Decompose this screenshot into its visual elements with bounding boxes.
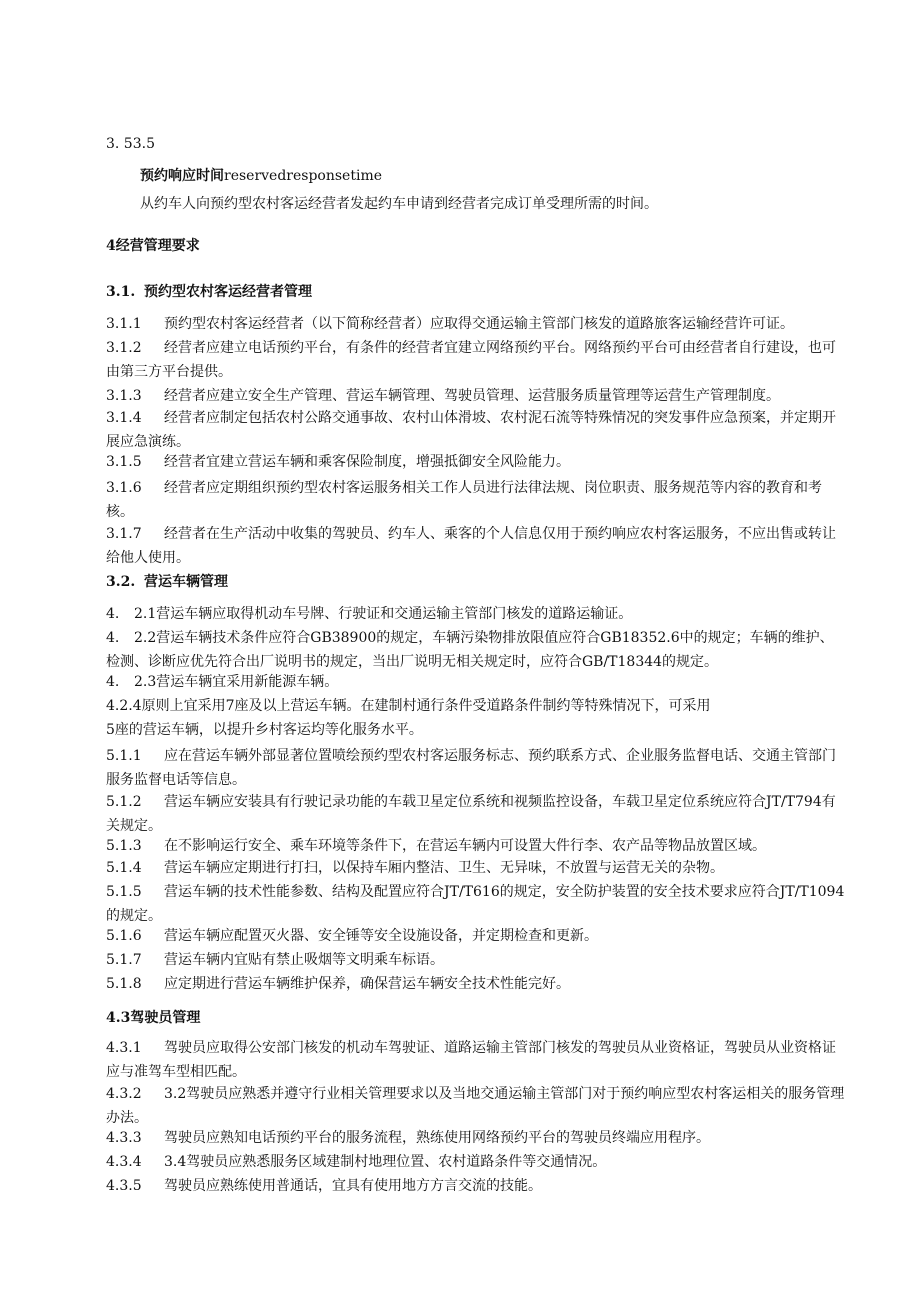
clause-number: 5.1.6 xyxy=(106,928,142,944)
clause-5-1-8 xyxy=(106,972,846,996)
clause-text: 应定期进行营运车辆维护保养，确保营运车辆安全技术性能完好。 xyxy=(164,976,570,992)
clause-number: 4. xyxy=(106,674,120,690)
clause-number: 3.1.2 xyxy=(106,340,142,356)
clause-number: 5.1.7 xyxy=(106,952,142,968)
clause-text: 2.2营运车辆技术条件应符合GB38900的规定，车辆污染物排放限值应符合GB18352.6中的规定；车辆的维护、检测、诊断应优先符合出厂说明书的规定，当出厂说明无相关规定时，应符合GB/T18344的规定。 xyxy=(106,630,834,670)
clause-text: 2.3营运车辆宜采用新能源车辆。 xyxy=(134,674,339,690)
clause-3-1-6 xyxy=(106,476,846,524)
clause-text: 驾驶员应熟知电话预约平台的服务流程，熟练使用网络预约平台的驾驶员终端应用程序。 xyxy=(164,1130,710,1146)
clause-5-1-4 xyxy=(106,856,846,880)
clause-text: 营运车辆应配置灭火器、安全锤等安全设施设备，并定期检查和更新。 xyxy=(164,928,598,944)
clause-text: 经营者应定期组织预约型农村客运服务相关工作人员进行法律法规、岗位职责、服务规范等内容的教育和考核。 xyxy=(106,480,822,520)
clause-number: 4.3.4 xyxy=(106,1154,142,1170)
clause-5-1-3 xyxy=(106,834,846,858)
definition-term-en: reservedresponsetime xyxy=(224,168,382,184)
clause-text: 应在营运车辆外部显著位置喷绘预约型农村客运服务标志、预约联系方式、企业服务监督电话、交通主管部门服务监督电话等信息。 xyxy=(106,748,836,788)
section-number: 3.2. xyxy=(106,574,136,590)
clause-4-3-4 xyxy=(106,1150,846,1174)
clause-3-1-3 xyxy=(106,384,846,408)
clause-text: 预约型农村客运经营者（以下简称经营者）应取得交通运输主管部门核发的道路旅客运输经营许可证。 xyxy=(164,316,794,332)
clause-4-2-2 xyxy=(106,626,846,674)
clause-4-2-4-line2: 5座的营运车辆，以提升乡村客运均等化服务水平。 xyxy=(106,722,423,738)
section-title: 预约型农村客运经营者管理 xyxy=(144,284,312,300)
clause-3-1-7 xyxy=(106,522,846,570)
clause-number: 5.1.8 xyxy=(106,976,142,992)
clause-text: 3.4驾驶员应熟悉服务区域建制村地理位置、农村道路条件等交通情况。 xyxy=(164,1154,607,1170)
section-3-1-heading xyxy=(106,280,846,304)
clause-number: 4.3.1 xyxy=(106,1040,142,1056)
clause-text: 经营者宜建立营运车辆和乘客保险制度，增强抵御安全风险能力。 xyxy=(164,454,570,470)
clause-4-3-5 xyxy=(106,1174,846,1198)
clause-4-3-2 xyxy=(106,1082,846,1130)
section-title: 营运车辆管理 xyxy=(144,574,228,590)
clause-text: 驾驶员应熟练使用普通话，宜具有使用地方方言交流的技能。 xyxy=(164,1178,542,1194)
clause-number: 4.3.5 xyxy=(106,1178,142,1194)
clause-3-1-4 xyxy=(106,406,846,454)
clause-text: 3.2驾驶员应熟悉并遵守行业相关管理要求以及当地交通运输主管部门对于预约响应型农村客运相关的服务管理办法。 xyxy=(106,1086,845,1126)
clause-number: 4. xyxy=(106,630,120,646)
clause-number: 3.1.6 xyxy=(106,480,142,496)
clause-text: 营运车辆应定期进行打扫，以保持车厢内整洁、卫生、无异味，不放置与运营无关的杂物。 xyxy=(164,860,724,876)
clause-5-1-6 xyxy=(106,924,846,948)
section-number: 3.1. xyxy=(106,284,136,300)
clause-text: 经营者应建立电话预约平台，有条件的经营者宜建立网络预约平台。网络预约平台可由经营者自行建设，也可由第三方平台提供。 xyxy=(106,340,836,380)
definition-number: 3. 53.5 xyxy=(106,136,155,152)
clause-number: 3.1.1 xyxy=(106,316,142,332)
definition-term-cn: 预约响应时间 xyxy=(140,168,224,184)
clause-3-1-1 xyxy=(106,312,846,336)
clause-3-1-5 xyxy=(106,450,846,474)
clause-5-1-2 xyxy=(106,790,846,838)
clause-number: 5.1.3 xyxy=(106,838,142,854)
clause-number: 4.3.2 xyxy=(106,1086,142,1102)
clause-text: 营运车辆的技术性能参数、结构及配置应符合JT/T616的规定，安全防护装置的安全技术要求应符合JT/T1094的规定。 xyxy=(106,884,845,924)
clause-text: 2.1营运车辆应取得机动车号牌、行驶证和交通运输主管部门核发的道路运输证。 xyxy=(134,606,633,622)
clause-number: 5.1.4 xyxy=(106,860,142,876)
clause-5-1-1 xyxy=(106,744,846,792)
clause-5-1-7 xyxy=(106,948,846,972)
clause-number: 4.3.3 xyxy=(106,1130,142,1146)
clause-5-1-5 xyxy=(106,880,846,928)
clause-number: 3.1.5 xyxy=(106,454,142,470)
clause-text: 经营者应制定包括农村公路交通事故、农村山体滑坡、农村泥石流等特殊情况的突发事件应急预案，并定期开展应急演练。 xyxy=(106,410,836,450)
clause-number: 3.1.4 xyxy=(106,410,142,426)
definition-text: 从约车人向预约型农村客运经营者发起约车申请到经营者完成订单受理所需的时间。 xyxy=(140,196,658,212)
definition-term xyxy=(140,164,840,188)
section-4-3-heading: 4.3驾驶员管理 xyxy=(106,1010,201,1026)
section-3-2-heading xyxy=(106,570,846,594)
clause-number: 5.1.2 xyxy=(106,794,142,810)
clause-4-2-3 xyxy=(106,670,846,694)
clause-text: 在不影响运行安全、乘车环境等条件下，在营运车辆内可设置大件行李、农产品等物品放置区域。 xyxy=(164,838,766,854)
clause-4-3-3 xyxy=(106,1126,846,1150)
clause-number: 3.1.3 xyxy=(106,388,142,404)
clause-number: 5.1.5 xyxy=(106,884,142,900)
clause-number: 4. xyxy=(106,606,120,622)
clause-text: 营运车辆内宜贴有禁止吸烟等文明乘车标语。 xyxy=(164,952,444,968)
clause-3-1-2 xyxy=(106,336,846,384)
clause-4-2-4-line1: 4.2.4原则上宜采用7座及以上营运车辆。在建制村通行条件受道路条件制约等特殊情况下，可采用 xyxy=(106,698,711,714)
clause-text: 驾驶员应取得公安部门核发的机动车驾驶证、道路运输主管部门核发的驾驶员从业资格证，驾驶员从业资格证应与准驾车型相匹配。 xyxy=(106,1040,836,1080)
clause-number: 3.1.7 xyxy=(106,526,142,542)
clause-text: 经营者在生产活动中收集的驾驶员、约车人、乘客的个人信息仅用于预约响应农村客运服务，不应出售或转让给他人使用。 xyxy=(106,526,836,566)
clause-number: 5.1.1 xyxy=(106,748,142,764)
clause-4-3-1 xyxy=(106,1036,846,1084)
chapter-4-heading: 4经营管理要求 xyxy=(106,238,200,254)
clause-4-2-1 xyxy=(106,602,846,626)
clause-text: 营运车辆应安装具有行驶记录功能的车载卫星定位系统和视频监控设备，车载卫星定位系统应符合JT/T794有关规定。 xyxy=(106,794,836,834)
clause-text: 经营者应建立安全生产管理、营运车辆管理、驾驶员管理、运营服务质量管理等运营生产管理制度。 xyxy=(164,388,780,404)
